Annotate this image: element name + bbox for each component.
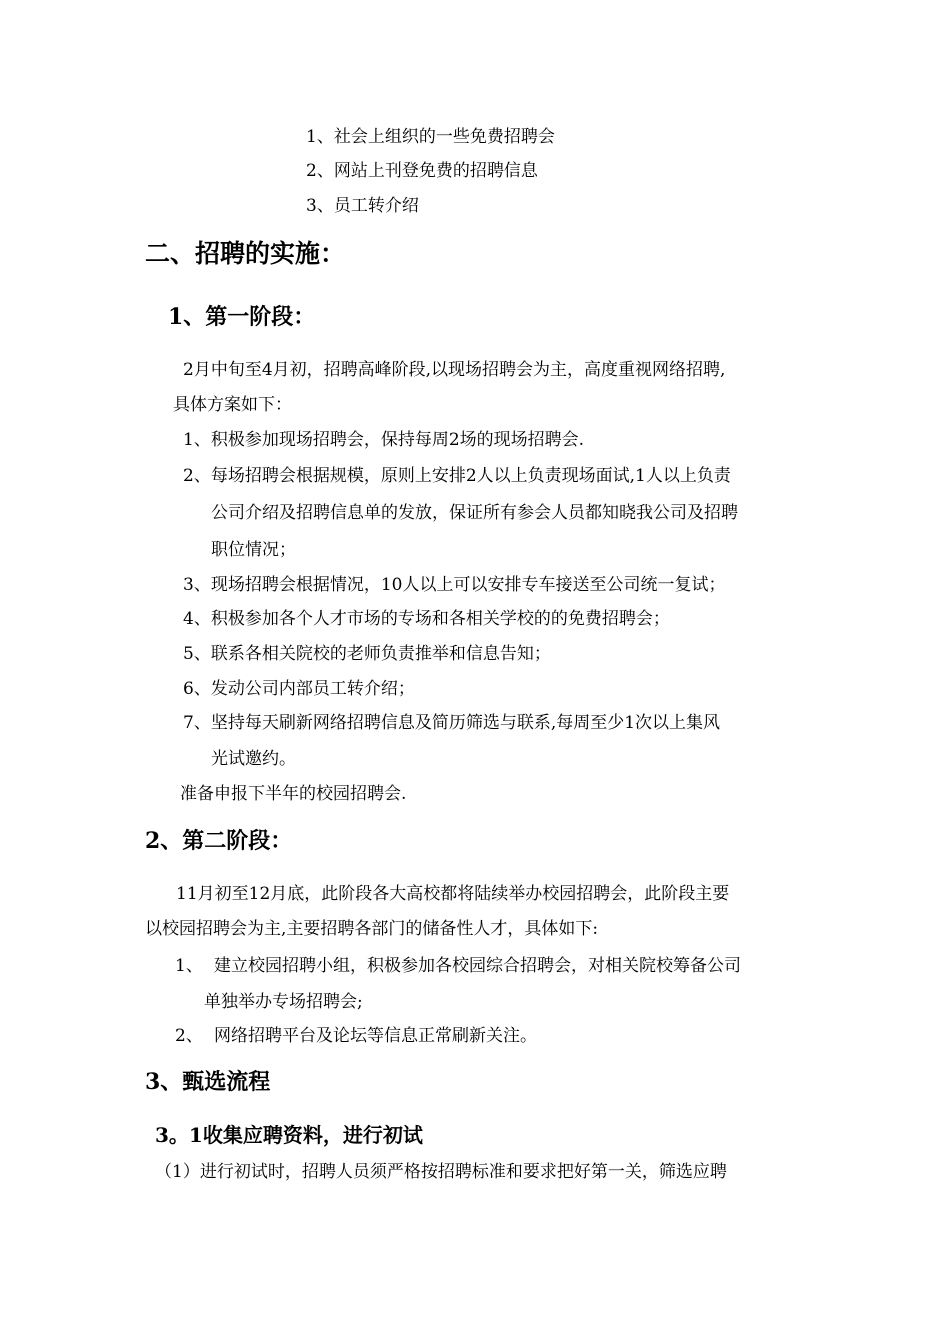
stage2-intro: 以校园招聘会为主,主要招聘各部门的储备性人才，具体如下:: [145, 919, 599, 939]
stage1-item: 4、积极参加各个人才市场的专场和各相关学校的的免费招聘会；: [183, 609, 670, 629]
stage2-item: 单独举办专场招聘会;: [204, 992, 363, 1012]
stage2-item: 建立校园招聘小组，积极参加各校园综合招聘会，对相关院校筹备公司: [214, 956, 741, 976]
stage1-item: 职位情况；: [211, 540, 296, 560]
stage2-item: 网络招聘平台及论坛等信息正常刷新关注。: [214, 1026, 537, 1046]
stage1-item: 7、坚持每天刷新网络招聘信息及简历筛选与联系,每周至少1次以上集风: [183, 713, 721, 733]
stage1-intro: 2月中旬至4月初，招聘高峰阶段,以现场招聘会为主，高度重视网络招聘,: [183, 360, 726, 380]
stage1-item: 光试邀约。: [211, 749, 296, 769]
free-channel-item: 2、网站上刊登免费的招聘信息: [306, 161, 538, 181]
free-channel-item: 3、员工转介绍: [306, 196, 419, 216]
free-channel-item: 1、社会上组织的一些免费招聘会: [306, 127, 555, 147]
stage1-item: 2、每场招聘会根据规模，原则上安排2人以上负责现场面试,1人以上负责: [183, 466, 731, 486]
stage2-heading: 2、第二阶段：: [145, 828, 293, 854]
stage1-item: 6、发动公司内部员工转介绍；: [183, 679, 415, 699]
stage1-item: 公司介绍及招聘信息单的发放，保证所有参会人员都知晓我公司及招聘: [211, 503, 738, 523]
section-heading: 二、招聘的实施：: [145, 239, 346, 268]
paragraph: （1）进行初试时，招聘人员须严格按招聘标准和要求把好第一关，筛选应聘: [155, 1162, 727, 1182]
stage1-item: 1、积极参加现场招聘会，保持每周2场的现场招聘会.: [183, 430, 585, 450]
stage2-item-number: 2、: [175, 1026, 203, 1046]
section3-heading: 3、甄选流程: [145, 1069, 271, 1095]
stage1-item: 3、现场招聘会根据情况，10人以上可以安排专车接送至公司统一复试；: [183, 575, 726, 595]
stage1-closing: 准备申报下半年的校园招聘会.: [180, 784, 407, 804]
stage2-item-number: 1、: [175, 956, 203, 976]
stage1-intro: 具体方案如下：: [173, 395, 292, 415]
stage1-heading: 1、第一阶段：: [168, 304, 316, 330]
stage1-item: 5、联系各相关院校的老师负责推举和信息告知；: [183, 644, 551, 664]
stage2-intro: 11月初至12月底，此阶段各大高校都将陆续举办校园招聘会，此阶段主要: [176, 884, 730, 904]
subsection-heading: 3。1收集应聘资料，进行初试: [155, 1123, 423, 1147]
